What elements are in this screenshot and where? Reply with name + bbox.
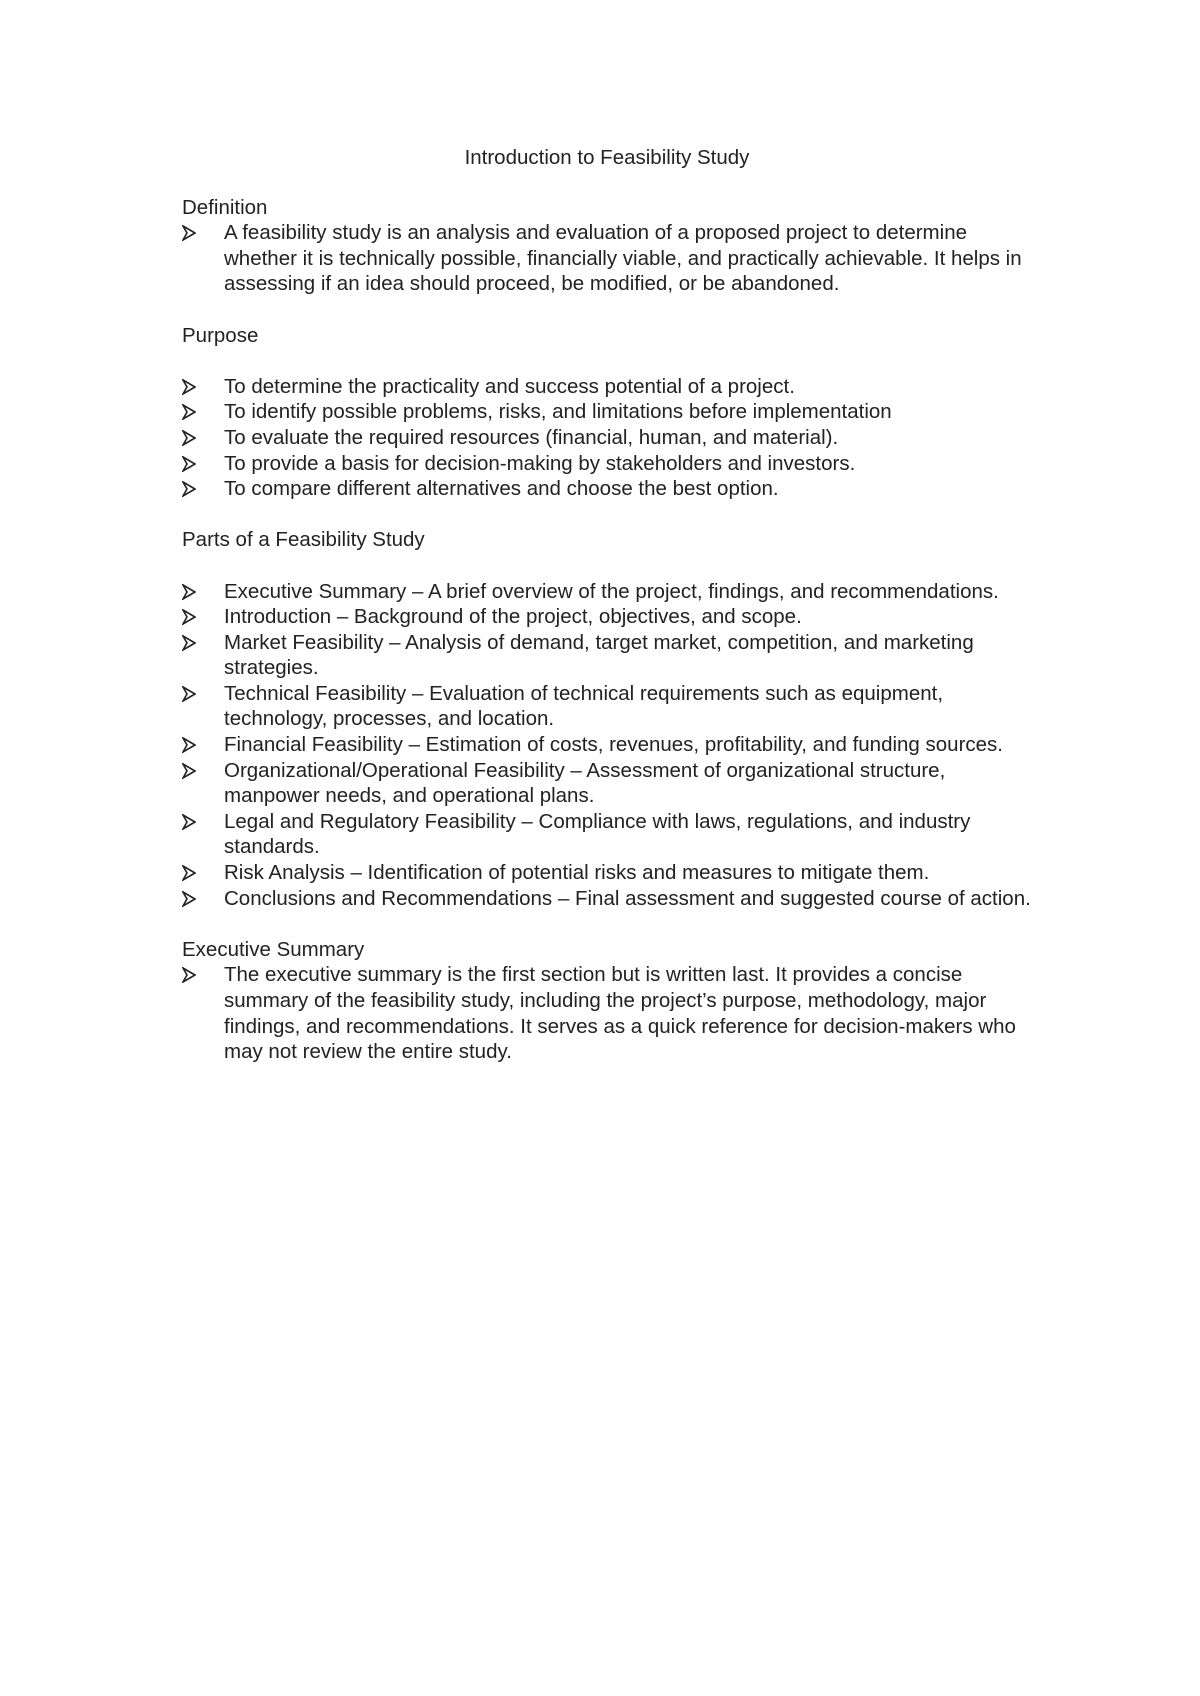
list-item-text: To compare different alternatives and choose the best option.: [224, 477, 779, 501]
list-item: [182, 425, 1032, 451]
list-item: [182, 962, 1032, 1064]
arrowhead-bullet-icon: [182, 456, 196, 472]
arrowhead-bullet-icon: [182, 763, 196, 779]
arrowhead-bullet-icon: [182, 686, 196, 702]
arrowhead-bullet-icon: [182, 865, 196, 881]
list-item: [182, 451, 1032, 477]
heading-spacer: [182, 553, 1032, 579]
document-content: [182, 145, 1032, 1065]
arrowhead-bullet-icon: [182, 225, 196, 241]
list-item: [182, 476, 1032, 502]
arrowhead-bullet-icon: [182, 481, 196, 497]
list-item: [182, 886, 1032, 912]
list-item-text: To identify possible problems, risks, and limitations before implementation: [224, 400, 892, 424]
arrowhead-bullet-icon: [182, 404, 196, 420]
list-item: [182, 220, 1032, 297]
list-item-text: Technical Feasibility – Evaluation of technical requirements such as equipment, technology, processes, and location.: [224, 681, 944, 731]
heading-spacer: [182, 348, 1032, 374]
list-item: [182, 758, 1032, 809]
section-heading-purpose: Purpose: [182, 323, 259, 347]
executive-summary-list: [182, 962, 1032, 1064]
section-spacer: [182, 297, 1032, 323]
list-item-text: To provide a basis for decision-making by stakeholders and investors.: [224, 451, 856, 475]
arrowhead-bullet-icon: [182, 379, 196, 395]
arrowhead-bullet-icon: [182, 891, 196, 907]
purpose-list: [182, 374, 1032, 502]
document-title: Introduction to Feasibility Study: [464, 146, 750, 169]
list-item-text: Executive Summary – A brief overview of the project, findings, and recommendations.: [224, 579, 999, 603]
list-item-text: Introduction – Background of the project, objectives, and scope.: [224, 605, 802, 629]
list-item-text: To evaluate the required resources (financial, human, and material).: [224, 425, 839, 449]
list-item: [182, 399, 1032, 425]
section-spacer: [182, 911, 1032, 937]
list-item-text: Financial Feasibility – Estimation of costs, revenues, profitability, and funding sources.: [224, 733, 1003, 757]
arrowhead-bullet-icon: [182, 609, 196, 625]
list-item: [182, 732, 1032, 758]
arrowhead-bullet-icon: [182, 814, 196, 830]
list-item: [182, 630, 1032, 681]
section-heading-executive-summary: Executive Summary: [182, 937, 365, 961]
section-spacer: [182, 502, 1032, 528]
list-item: [182, 374, 1032, 400]
list-item: [182, 860, 1032, 886]
list-item: [182, 681, 1032, 732]
list-item: [182, 579, 1032, 605]
list-item-text: Legal and Regulatory Feasibility – Compliance with laws, regulations, and industry standards.: [224, 809, 971, 859]
parts-list: [182, 579, 1032, 912]
section-heading-definition: Definition: [182, 195, 268, 219]
list-item-text: The executive summary is the first section but is written last. It provides a concise summary of the feasibility study, including the project’s purpose, methodology, major findings, and recommendations. It serves as a quick reference for decision-makers who may not review the entire study.: [224, 963, 1016, 1064]
list-item-text: Organizational/Operational Feasibility – Assessment of organizational structure, manpower needs, and operational plans.: [224, 758, 946, 808]
list-item-text: Market Feasibility – Analysis of demand, target market, competition, and marketing strategies.: [224, 630, 974, 680]
arrowhead-bullet-icon: [182, 737, 196, 753]
section-heading-parts: Parts of a Feasibility Study: [182, 528, 425, 552]
arrowhead-bullet-icon: [182, 430, 196, 446]
arrowhead-bullet-icon: [182, 584, 196, 600]
list-item-text: To determine the practicality and success potential of a project.: [224, 374, 795, 398]
list-item: [182, 809, 1032, 860]
arrowhead-bullet-icon: [182, 635, 196, 651]
list-item: [182, 604, 1032, 630]
definition-list: [182, 220, 1032, 297]
list-item-text: A feasibility study is an analysis and evaluation of a proposed project to determine whether it is technically possible, financially viable, and practically achievable. It helps in assessing if an idea should proceed, be modified, or be abandoned.: [224, 221, 1022, 296]
list-item-text: Risk Analysis – Identification of potential risks and measures to mitigate them.: [224, 861, 930, 885]
list-item-text: Conclusions and Recommendations – Final assessment and suggested course of action.: [224, 886, 1031, 910]
arrowhead-bullet-icon: [182, 967, 196, 983]
